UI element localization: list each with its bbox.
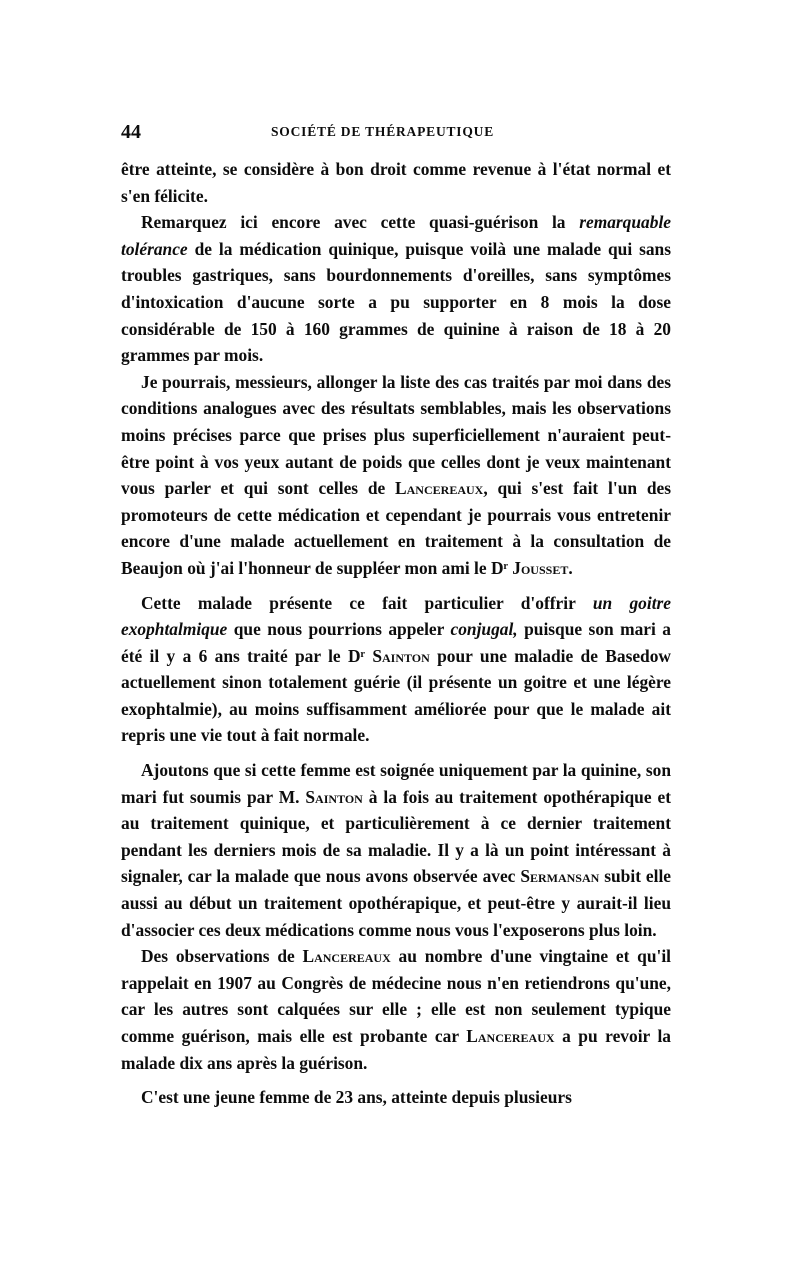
paragraph-7: C'est une jeune femme de 23 ans, atteinte depuis plusieurs — [141, 1087, 572, 1108]
paragraph-4: Cette malade présente ce fait particulier d'offrir un goitre exophtalmique que nous pourrions appeler conjugal, puisque son mari a été il y a 6 ans traité par le Dʳ Sainton pour une maladie de Basedow actuellement sinon totalement guérie (il présente un goitre et une légère exophtalmie), au moins suffisamment améliorée pour que le malade ait repris une vie tout à fait normale. — [121, 592, 672, 746]
paragraph-3: Je pourrais, messieurs, allonger la liste des cas traités par moi dans des conditions analogues avec des résultats semblables, mais les observations moins précises parce que prises plus superficiellement n'auraient peut-être point à vos yeux autant de poids que celles dont je veux maintenant vous parler et qui sont celles de Lancereaux, qui s'est fait l'un des promoteurs de cette médication et cependant je pourrais vous entretenir encore d'une malade actuellement en traitement à la consultation de Beaujon où j'ai l'honneur de suppléer mon ami le Dʳ Jousset. — [121, 371, 671, 578]
emphasis: un goitre exophtalmique — [121, 592, 672, 640]
body-text — [121, 156, 671, 1111]
page-number: 44 — [121, 121, 141, 143]
author-name: Lancereaux — [302, 946, 391, 967]
author-name: Sainton — [305, 786, 363, 807]
emphasis: conjugal, — [450, 619, 518, 640]
paragraph-5: Ajoutons que si cette femme est soignée uniquement par la quinine, son mari fut soumis par M. Sainton à la fois au traitement opothérapique et au traitement quinique, et particulièrement à ce dernier traitement pendant les derniers mois de sa maladie. Il y a là un point intéressant à signaler, car la malade que nous avons observée avec Sermansan subit elle aussi au début un traitement opothérapique, et peut-être y aurait-il lieu d'associer ces deux médications comme nous vous l'exposerons plus loin. — [121, 760, 671, 940]
page-header — [121, 121, 671, 145]
paragraph-2: Remarquez ici encore avec cette quasi-guérison la remarquable tolérance de la médication quinique, puisque voilà une malade qui sans troubles gastriques, sans bourdonnements d'oreilles, sans symptômes d'intoxication d'aucune sorte a pu supporter en 8 mois la dose considérable de 150 à 160 grammes de quinine à raison de 18 à 20 grammes par mois. — [121, 212, 671, 366]
author-name: Sainton — [372, 645, 430, 666]
author-name: Lancereaux — [466, 1026, 555, 1046]
running-title: SOCIÉTÉ DE THÉRAPEUTIQUE — [271, 124, 495, 139]
paragraph-1: être atteinte, se considère à bon droit comme revenue à l'état normal et s'en félicite. — [121, 159, 671, 206]
author-name: Jousset — [512, 557, 569, 578]
paragraph-6: Des observations de Lancereaux au nombre d'une vingtaine et qu'il rappelait en 1907 au Congrès de médecine nous n'en retiendrons qu'une, car les autres sont calquées sur elle ; elle est non seulement typique comme guérison, mais elle est probante car Lancereaux a pu revoir la malade dix ans après la guérison. — [121, 946, 671, 1073]
author-name: Lancereaux — [395, 478, 484, 499]
emphasis: remarquable tolérance — [121, 212, 671, 259]
author-name: Sermansan — [520, 866, 600, 887]
